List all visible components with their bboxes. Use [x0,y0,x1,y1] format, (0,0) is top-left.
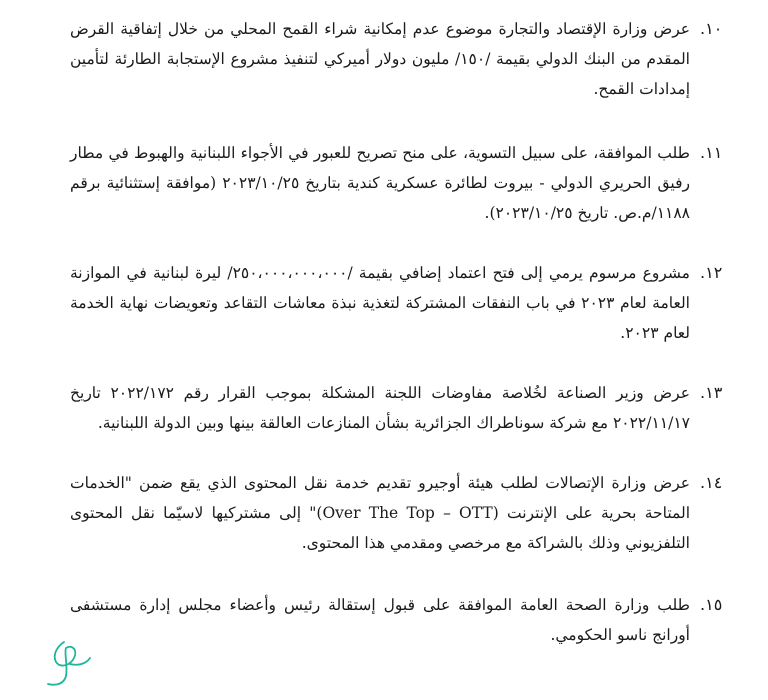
agenda-item-12 [70,258,723,348]
agenda-item-11 [70,138,723,228]
item-text: عرض وزارة الإقتصاد والتجارة موضوع عدم إمكانية شراء القمح المحلي من خلال إتفاقية القرض المقدم من البنك الدولي بقيمة /١٥٠/ مليون دولار أميركي لتنفيذ مشروع الإستجابة الطارئة لتأمين إمدادات القمح. [70,20,690,98]
item-number: ١٥. [700,595,723,614]
item-number: ١٠. [700,19,723,38]
agenda-item-10 [70,14,723,104]
item-text-ott: Over The Top – OTT [322,504,493,522]
item-number: ١١. [700,143,723,162]
item-text: طلب الموافقة، على سبيل التسوية، على منح تصريح للعبور في الأجواء اللبنانية والهبوط في مطار رفيق الحريري الدولي - بيروت لطائرة عسكرية كندية بتاريخ ٢٠٢٣/١٠/٢٥ (موافقة إستثنائية برقم ١١٨٨/م.ص. تاريخ ٢٠٢٣/١٠/٢٥). [70,144,690,222]
item-number: ١٤. [700,473,723,492]
agenda-item-15 [70,590,723,650]
item-text: طلب وزارة الصحة العامة الموافقة على قبول إستقالة رئيس وأعضاء مجلس إدارة مستشفى أورانج ناسو الحكومي. [70,596,690,644]
item-number: ١٢. [700,263,723,282]
item-text-after: )" إلى مشتركيها لاسيّما نقل المحتوى التلفزيوني وذلك بالشراكة مع مرخصي ومقدمي هذا المحتوى. [70,504,690,552]
signature-icon [34,636,94,690]
agenda-item-14 [70,468,723,558]
item-text [70,468,690,558]
item-number: ١٣. [700,383,723,402]
item-text-before: عرض وزارة الإتصالات لطلب هيئة أوجيرو تقديم خدمة نقل المحتوى الذي يقع ضمن "الخدمات المتاحة بحرية على الإنترنت ( [70,474,691,522]
item-text: مشروع مرسوم يرمي إلى فتح اعتماد إضافي بقيمة /٢٥٠،٠٠٠،٠٠٠،٠٠٠/ ليرة لبنانية في الموازنة العامة لعام ٢٠٢٣ في باب النفقات المشتركة لتغذية نبذة معاشات التقاعد وتعويضات نهاية الخدمة لعام ٢٠٢٣. [70,264,690,342]
agenda-item-13 [70,378,723,438]
item-text: عرض وزير الصناعة لخُلاصة مفاوضات اللجنة المشكلة بموجب القرار رقم ٢٠٢٢/١٧٢ تاريخ ٢٠٢٢/١١/١٧ مع شركة سوناطراك الجزائرية بشأن المنازعات العالقة بينها وبين الدولة اللبنانية. [70,384,690,432]
